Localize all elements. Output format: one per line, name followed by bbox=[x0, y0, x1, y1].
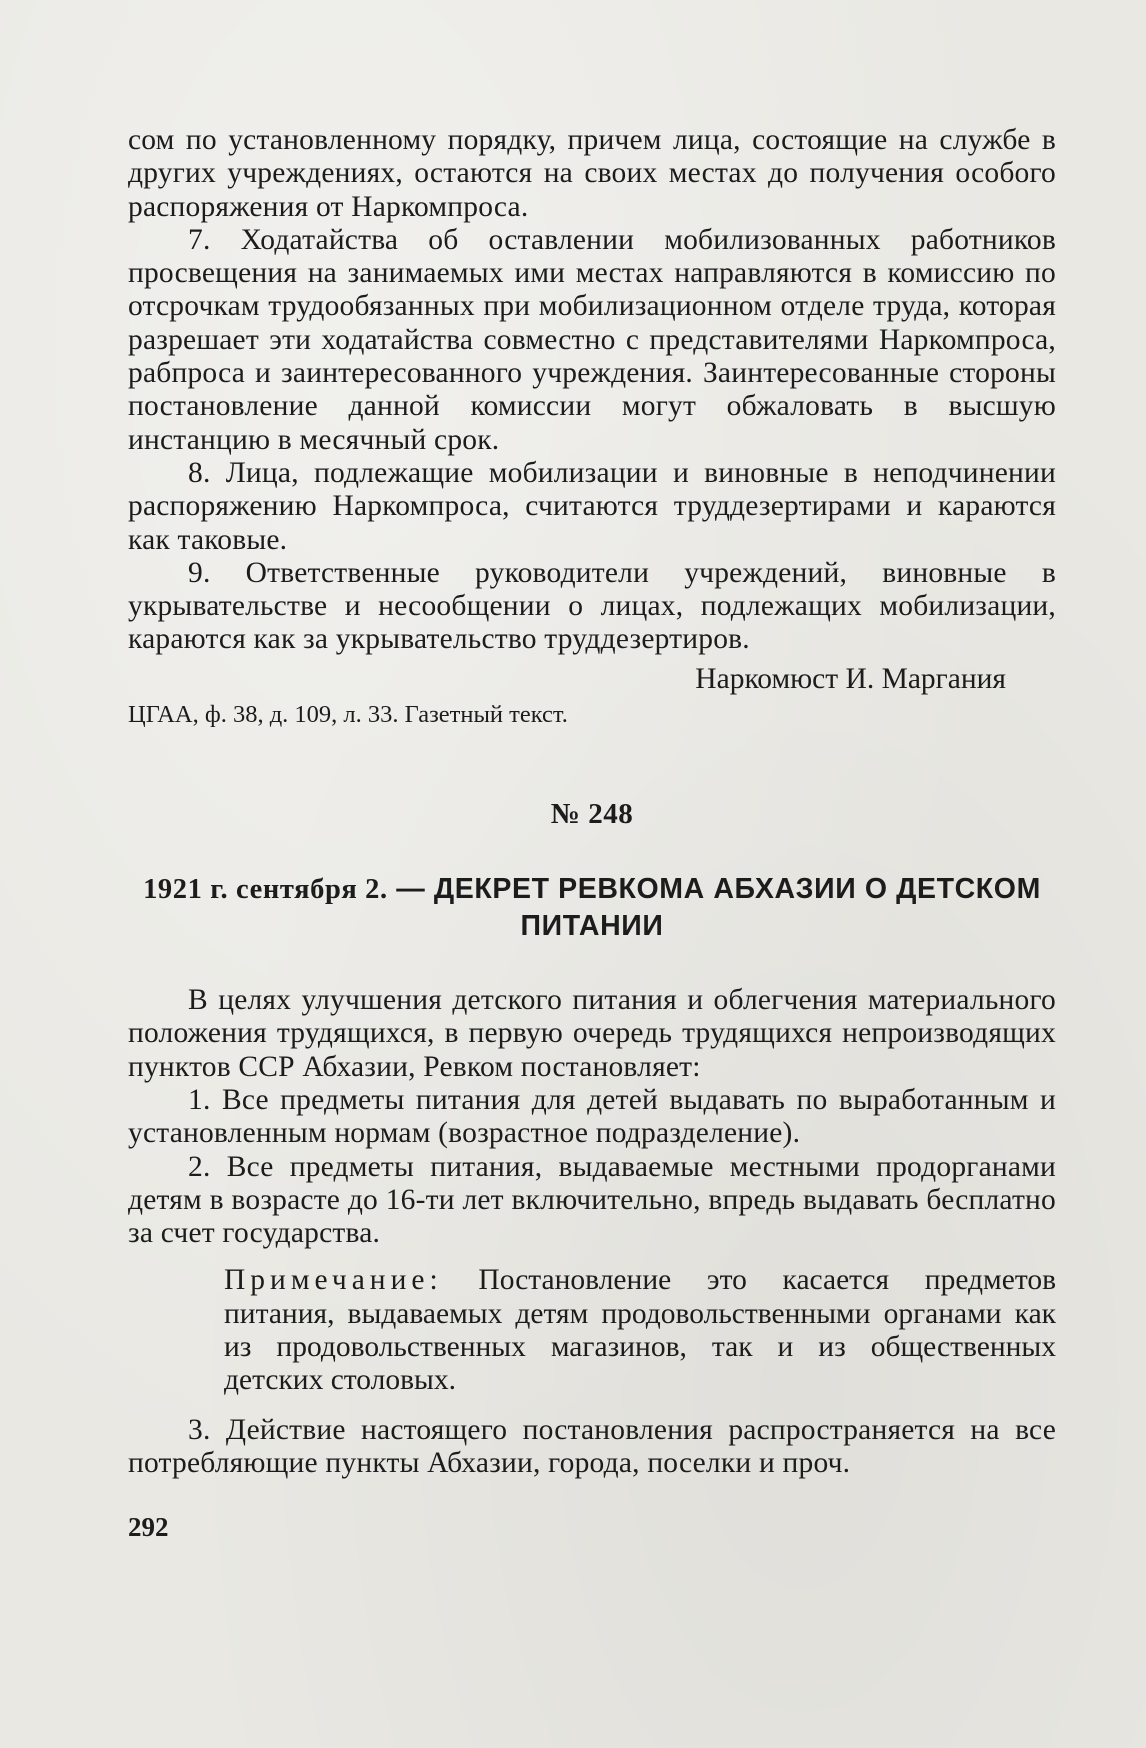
decree-item-1: 1. Все предметы питания для детей выдавать по выработанным и установленным нормам (возрастное подразделение). bbox=[128, 1083, 1056, 1150]
signature: Наркомюст И. Маргания bbox=[695, 662, 1006, 695]
decree-item-2: 2. Все предметы питания, выдаваемые местными продорганами детям в возрасте до 16-ти лет включительно, впредь выдавать бесплатно за счет государства. bbox=[128, 1150, 1056, 1250]
document-page bbox=[128, 124, 1056, 1543]
archive-source: ЦГАА, ф. 38, д. 109, л. 33. Газетный текст. bbox=[128, 701, 568, 729]
page-number: 292 bbox=[128, 1512, 169, 1543]
item-9: 9. Ответственные руководители учреждений, виновные в укрывательстве и несообщении о лицах, подлежащих мобилизации, караются как за укрывательство труддезертиров. bbox=[128, 556, 1056, 656]
decree-item-3: 3. Действие настоящего постановления распространяется на все потребляющие пункты Абхазии, города, поселки и проч. bbox=[128, 1413, 1056, 1479]
note-label: Примечание: bbox=[224, 1264, 443, 1297]
item-8: 8. Лица, подлежащие мобилизации и виновные в неподчинении распоряжению Наркомпроса, считаются труддезертирами и караются как таковые. bbox=[128, 456, 1056, 556]
document-number: № 248 bbox=[550, 798, 634, 831]
document-date: 1921 г. сентября 2. bbox=[143, 874, 388, 906]
document-title bbox=[128, 871, 1056, 944]
note-text: Постановление это касается предметов питания, выдаваемых детям продовольственными органами как из продовольственных магазинов, так и из общественных детских столовых. bbox=[224, 1264, 1057, 1397]
decree-note bbox=[224, 1264, 1056, 1397]
decree-body bbox=[128, 984, 1056, 1480]
continuation-paragraph: сом по установленному порядку, причем лица, состоящие на службе в других учреждениях, остаются на своих местах до получения особого распоряжения от Наркомпроса. bbox=[128, 124, 1056, 223]
decree-intro: В целях улучшения детского питания и облегчения материального положения трудящихся, в первую очередь трудящихся непроизводящих пунктов ССР Абхазии, Ревком постановляет: bbox=[128, 984, 1056, 1083]
document-title-text: — ДЕКРЕТ РЕВКОМА АБХАЗИИ О ДЕТСКОМ ПИТАНИИ bbox=[396, 873, 1041, 943]
item-7: 7. Ходатайства об оставлении мобилизованных работников просвещения на занимаемых ими местах направляются в комиссию по отсрочкам трудообязанных при мобилизационном отделе труда, которая разрешает эти ходатайства совместно с представителями Наркомпроса, рабпроса и заинтересованного учреждения. Заинтересованные стороны постановление данной комиссии могут обжаловать в высшую инстанцию в месячный срок. bbox=[128, 223, 1056, 456]
